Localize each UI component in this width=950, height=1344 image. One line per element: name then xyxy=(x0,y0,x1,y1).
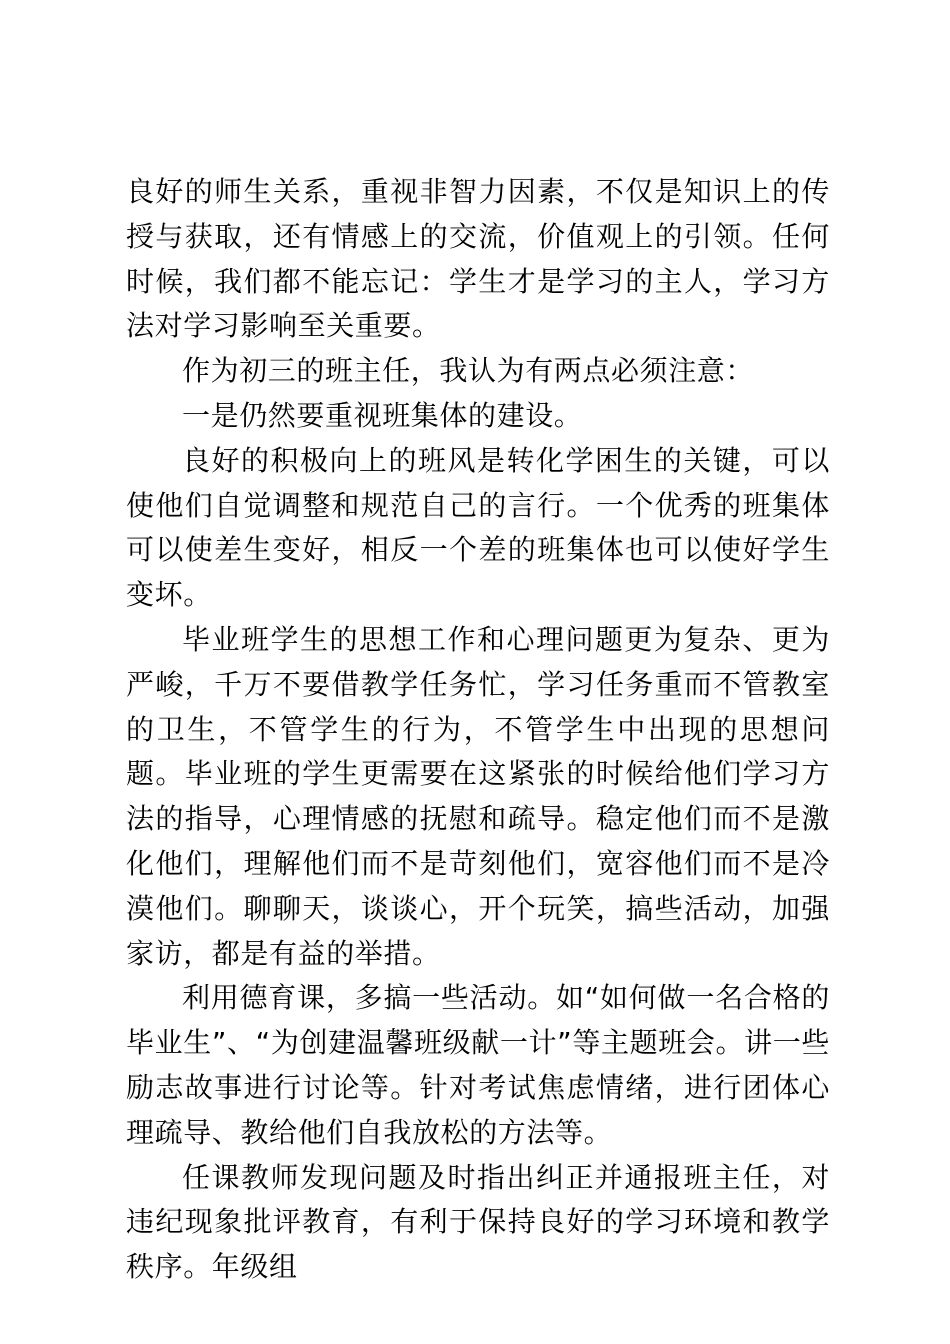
paragraph: 毕业班学生的思想工作和心理问题更为复杂、更为严峻，千万不要借教学任务忙，学习任务重而不管教室的卫生，不管学生的行为，不管学生中出现的思想问题。毕业班的学生更需要在这紧张的时候给他们学习方法的指导，心理情感的抚慰和疏导。稳定他们而不是激化他们，理解他们而不是苛刻他们，宽容他们而不是冷漠他们。聊聊天，谈谈心，开个玩笑，搞些活动，加强家访，都是有益的举措。 xyxy=(126,622,830,970)
paragraph: 良好的积极向上的班风是转化学困生的关键，可以使他们自觉调整和规范自己的言行。一个优秀的班集体可以使差生变好，相反一个差的班集体也可以使好学生变坏。 xyxy=(126,443,830,612)
paragraph: 一是仍然要重视班集体的建设。 xyxy=(182,398,583,432)
document-body xyxy=(126,170,830,1290)
paragraph-continued: 良好的师生关系，重视非智力因素，不仅是知识上的传授与获取，还有情感上的交流，价值观上的引领。任何时候，我们都不能忘记：学生才是学习的主人，学习方法对学习影响至关重要。 xyxy=(126,175,830,343)
paragraph: 作为初三的班主任，我认为有两点必须注意： xyxy=(182,354,755,388)
paragraph-truncated: 任课教师发现问题及时指出纠正并通报班主任，对违纪现象批评教育，有利于保持良好的学习环境和教学秩序。年级组 xyxy=(126,1160,830,1284)
paragraph: 利用德育课，多搞一些活动。如“如何做一名合格的毕业生”、“为创建温馨班级献一计”等主题班会。讲一些励志故事进行讨论等。针对考试焦虑情绪，进行团体心理疏导、教给他们自我放松的方法等。 xyxy=(126,981,830,1149)
